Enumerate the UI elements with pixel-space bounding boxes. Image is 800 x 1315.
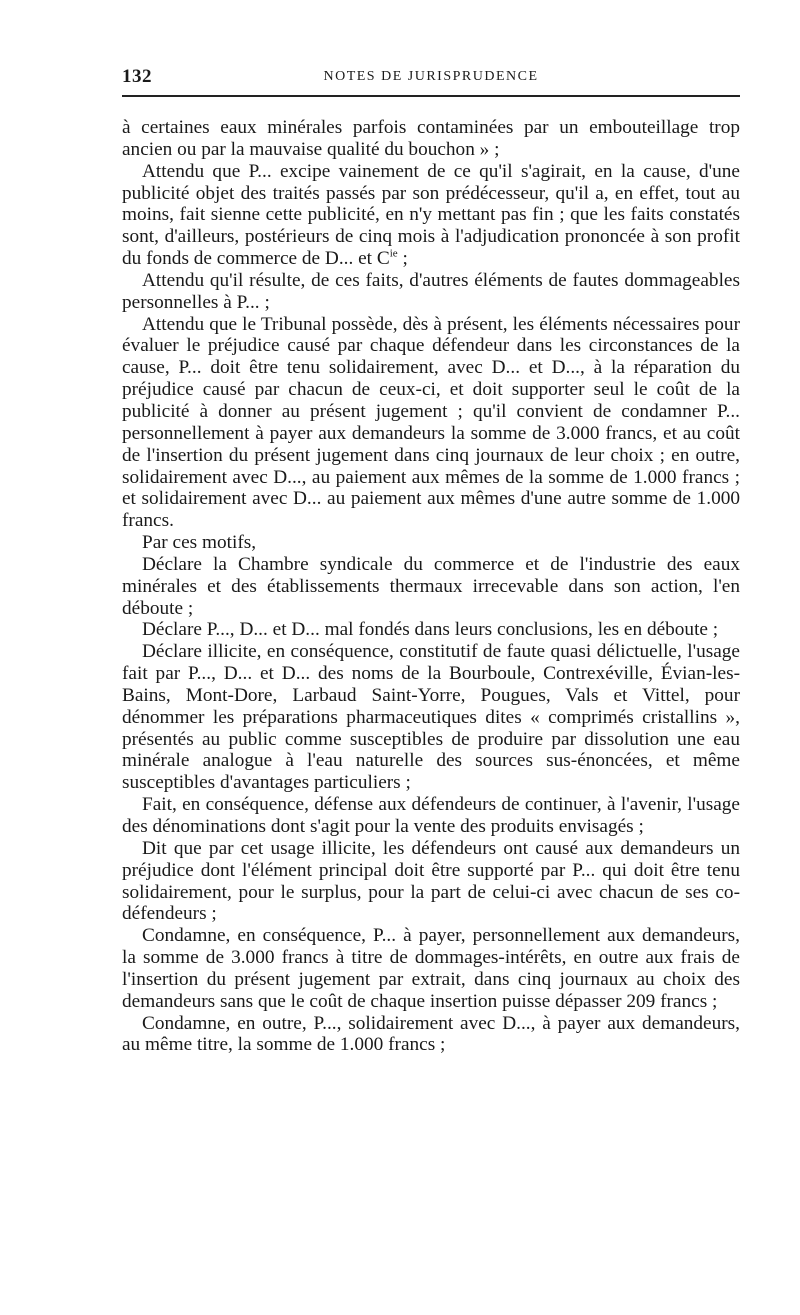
body-text — [122, 117, 740, 1056]
paragraph: Par ces motifs, — [142, 532, 257, 554]
paragraph: Condamne, en outre, P..., solidairement avec D..., à payer aux demandeurs, au même titre, la somme de 1.000 francs ; — [122, 1012, 740, 1056]
page-number: 132 — [122, 66, 152, 87]
paragraph: Attendu que le Tribunal possède, dès à présent, les éléments nécessaires pour évaluer le préjudice causé par chaque défendeur dans les circonstances de la cause, P... doit être tenu solidairement, avec D... et D..., à la réparation du préjudice causé par chacun de ceux-ci, et doit supporter seul le coût de la publicité à donner au présent jugement ; qu'il convient de condamner P... personnellement à payer aux demandeurs la somme de 3.000 francs, et au coût de l'insertion du présent jugement dans cinq journaux de leur choix ; en outre, solidairement avec D..., au paiement aux mêmes de la somme de 1.000 francs ; et solidairement avec D... au paiement aux mêmes d'une autre somme de 1.000 francs. — [122, 313, 740, 532]
superscript: ie — [389, 247, 398, 260]
header-rule — [122, 95, 740, 97]
paragraph: à certaines eaux minérales parfois contaminées par un embouteillage trop ancien ou par la mauvaise qualité du bouchon » ; — [122, 117, 740, 160]
paragraph-tail: ; — [397, 248, 408, 270]
paragraph: Déclare la Chambre syndicale du commerce et de l'industrie des eaux minérales et des établissements thermaux irrecevable dans son action, l'en déboute ; — [122, 553, 740, 619]
paragraph: Déclare P..., D... et D... mal fondés dans leurs conclusions, les en déboute ; — [142, 619, 719, 641]
paragraph: Fait, en conséquence, défense aux défendeurs de continuer, à l'avenir, l'usage des dénominations dont s'agit pour la vente des produits envisagés ; — [122, 794, 740, 837]
paragraph: Dit que par cet usage illicite, les défendeurs ont causé aux demandeurs un préjudice dont l'élément principal doit être supporté par P... qui doit être tenu solidairement, pour le surplus, pour la part de celui-ci avec chacun de ses co-défendeurs ; — [122, 837, 740, 925]
paragraph-text: Attendu que P... excipe vainement de ce qu'il s'agirait, en la cause, d'une publicité objet des traités passés par son prédécesseur, qu'il a, en effet, tout au moins, fait sienne cette publicité, en n'y mettant pas fin ; que les faits constatés sont, d'ailleurs, postérieurs de cinq mois à l'adjudication prononcée à son profit du fonds de commerce de D... et C — [122, 160, 740, 270]
page-header — [122, 66, 740, 90]
running-title: NOTES DE JURISPRUDENCE — [323, 69, 539, 84]
paragraph: Déclare illicite, en conséquence, constitutif de faute quasi délictuelle, l'usage fait par P..., D... et D... des noms de la Bourboule, Contrexéville, Évian-les-Bains, Mont-Dore, Larbaud Saint-Yorre, Pougues, Vals et Vittel, pour dénommer les préparations pharmaceutiques dites « comprimés cristallins », présentés au public comme susceptibles de produire par dissolution une eau minérale analogue à l'eau naturelle des sources sus-énoncées, et même susceptibles d'avantages particuliers ; — [122, 641, 740, 794]
paragraph: Condamne, en conséquence, P... à payer, personnellement aux demandeurs, la somme de 3.000 francs à titre de dommages-intérêts, en outre aux frais de l'insertion du présent jugement par extrait, dans cinq journaux au choix des demandeurs sans que le coût de chaque insertion puisse dépasser 209 francs ; — [122, 925, 740, 1012]
paragraph — [122, 161, 740, 270]
paragraph: Attendu qu'il résulte, de ces faits, d'autres éléments de fautes dommageables personnelles à P... ; — [122, 269, 740, 313]
